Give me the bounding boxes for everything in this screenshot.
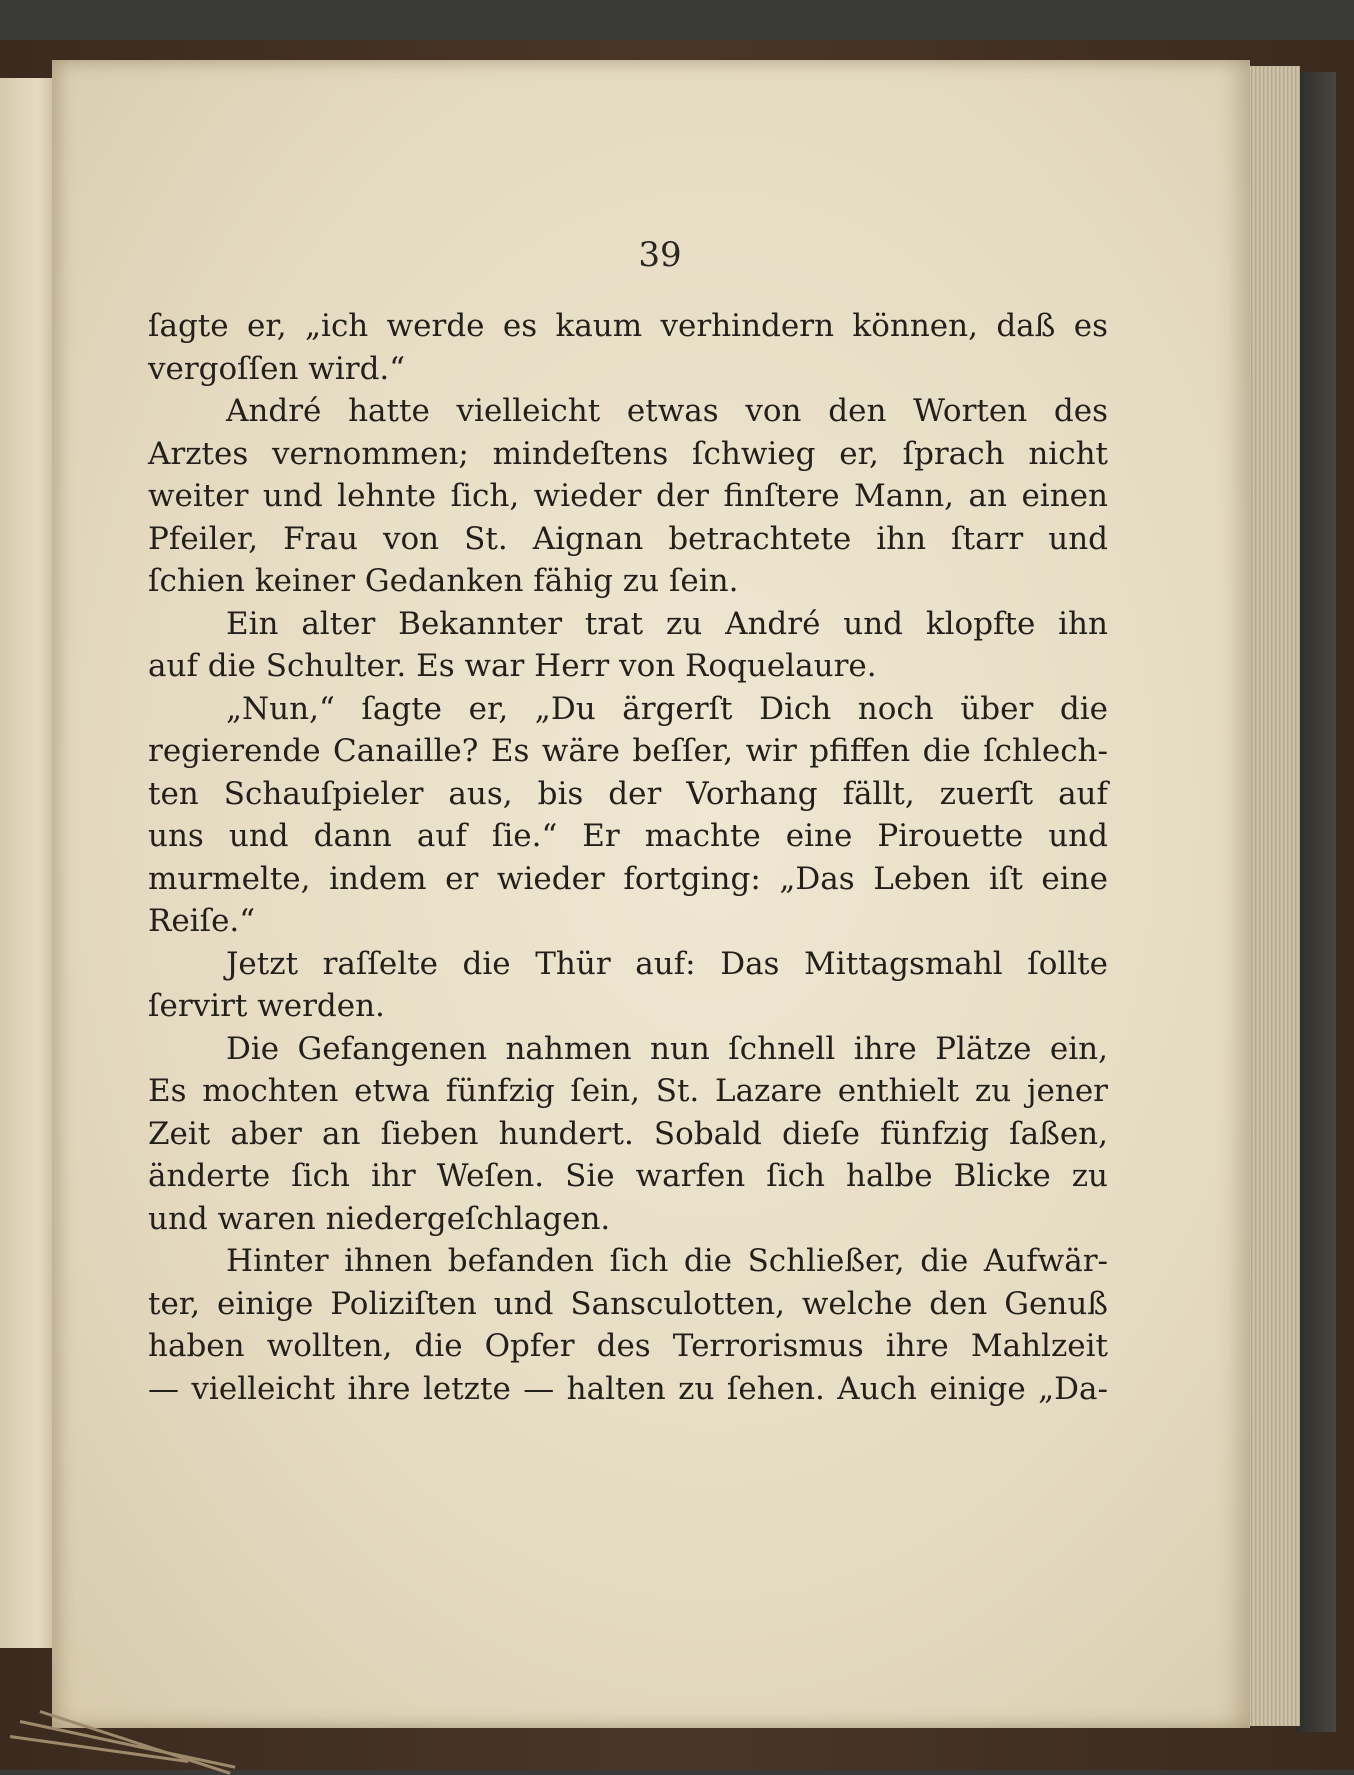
text-line: ſervirt werden.: [148, 988, 385, 1024]
text-line: Reiſe.“: [148, 903, 256, 939]
page-number: 39: [638, 235, 682, 275]
text-line: weiter und lehnte ſich, wieder der finſtere Mann, an einen: [148, 478, 1108, 514]
body-text: [148, 305, 1108, 1410]
text-line: André hatte vielleicht etwas von den Worten des: [226, 393, 1108, 429]
text-line: uns und dann auf ſie.“ Er machte eine Pirouette und: [148, 818, 1108, 854]
bookmark-ribbon: [0, 1700, 260, 1770]
book-page: [52, 60, 1250, 1728]
text-line: regierende Canaille? Es wäre beſſer, wir pfiffen die ſchlech-: [148, 733, 1108, 769]
text-line: ter, einige Poliziſten und Sansculotten, welche den Genuß: [148, 1285, 1108, 1322]
text-line: und waren niedergeſchlagen.: [148, 1200, 611, 1237]
text-line: Hinter ihnen befanden ſich die Schließer, die Aufwär-: [226, 1243, 1108, 1279]
text-line: — vielleicht ihre letzte — halten zu ſehen. Auch einige „Da-: [148, 1370, 1108, 1407]
text-line: auf die Schulter. Es war Herr von Roquelaure.: [148, 648, 877, 684]
book-back-board: [1296, 72, 1336, 1732]
text-line: ſagte er, „ich werde es kaum verhindern können, daß es: [148, 308, 1108, 344]
text-line: haben wollten, die Opfer des Terrorismus ihre Mahlzeit: [148, 1328, 1108, 1364]
text-line: Pfeiler, Frau von St. Aignan betrachtete ihn ſtarr und: [148, 520, 1108, 557]
text-line: Ein alter Bekannter trat zu André und klopfte ihn: [226, 605, 1108, 642]
text-line: ten Schauſpieler aus, bis der Vorhang fällt, zuerſt auf: [148, 775, 1108, 812]
text-line: änderte ſich ihr Weſen. Sie warfen ſich halbe Blicke zu: [148, 1158, 1108, 1194]
text-line: Die Gefangenen nahmen nun ſchnell ihre Plätze ein,: [226, 1030, 1108, 1067]
text-line: ſchien keiner Gedanken fähig zu ſein.: [148, 563, 739, 599]
text-line: Jetzt raſſelte die Thür auf: Das Mittagsmahl ſollte: [226, 945, 1108, 982]
text-line: „Nun,“ ſagte er, „Du ärgerſt Dich noch über die: [226, 690, 1108, 727]
text-line: vergoſſen wird.“: [148, 350, 406, 387]
text-line: Arztes vernommen; mindeſtens ſchwieg er, ſprach nicht: [148, 435, 1108, 472]
text-line: murmelte, indem er wieder fortging: „Das Leben iſt eine: [148, 860, 1108, 897]
text-line: Es mochten etwa fünfzig ſein, St. Lazare enthielt zu jener: [148, 1073, 1108, 1109]
text-line: Zeit aber an ſieben hundert. Sobald dieſe fünfzig ſaßen,: [148, 1115, 1108, 1152]
left-page-edge: [0, 78, 56, 1648]
